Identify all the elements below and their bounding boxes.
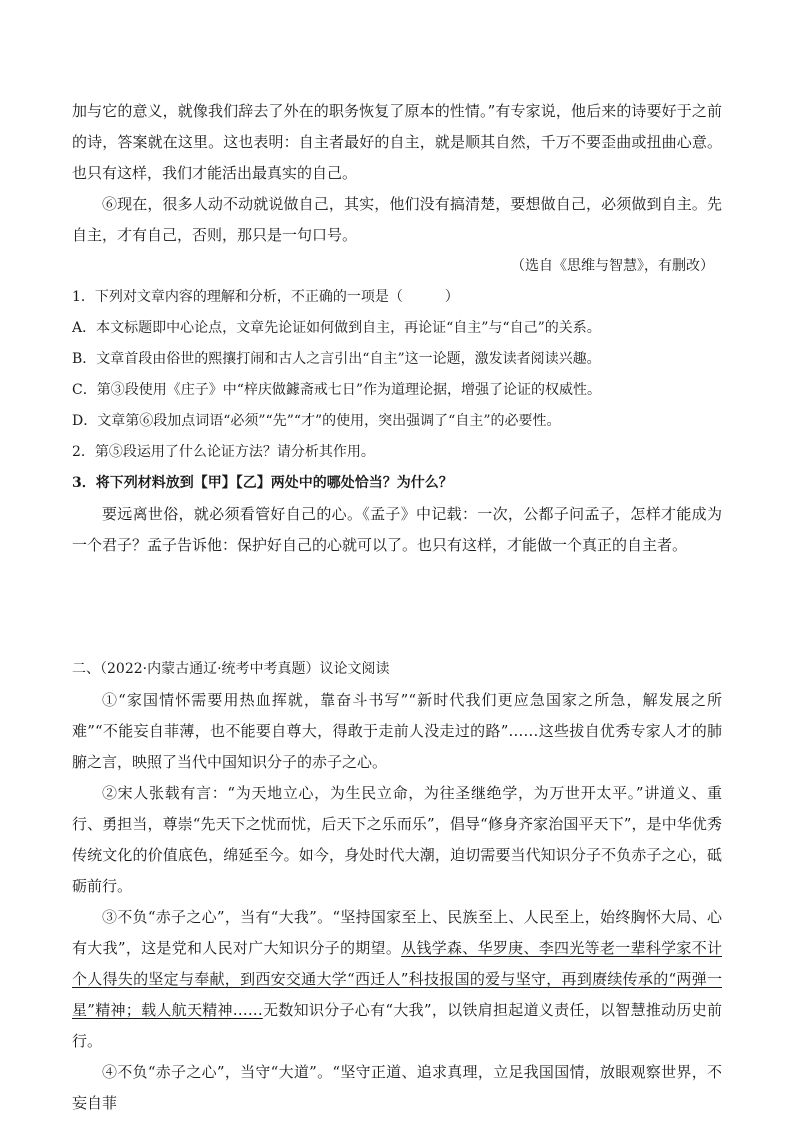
section-gap	[72, 561, 722, 654]
paragraph-3-tail: 无数知识分子心有“大我”，以铁肩担起道义责任，以智慧推动历史前行。	[72, 1001, 722, 1050]
passage-source: （选自《思维与智慧》，有删改）	[511, 258, 714, 274]
question-1-option-d: D．文章第⑥段加点词语“必须”“先”“才”的使用，突出强调了“自主”的必要性。	[72, 413, 561, 429]
section-2-title: 二、（2022·内蒙古通辽·统考中考真题）议论文阅读	[72, 661, 390, 677]
paragraph-3-underlined: 从钱学森、华罗庚、李四光等老一辈科学家不计个人得失的坚定与奉献，到西安交通大学“西迁人”科技报国的爱与坚守，再到赓续传承的“两弹一星”精神；载人航天精神……	[72, 939, 722, 1019]
section-2-paragraph-1: ①“家国情怀需要用热血挥就，靠奋斗书写”“新时代我们更应急国家之所急，解发展之所难”“不能妄自菲薄，也不能要自尊大，得敢于走前人没走过的路”……这些拔自优秀专家人才的肺腑之言，映照了当代中国知识分子的赤子之心。	[72, 691, 722, 771]
question-2: 2．第⑤段运用了什么论证方法？请分析其作用。	[72, 444, 375, 460]
paragraph-3-lead: ③不负“赤子之心”，当有“大我”。“坚持国家至上、民族至上、人民至上，始终胸怀大局、心有大我”，这是党和人民对广大知识分子的期望。	[72, 908, 722, 957]
section-2-paragraph-2: ②宋人张载有言：“为天地立心，为生民立命，为往圣继绝学，为万世开太平。”讲道义、重行、勇担当，尊崇“先天下之忧而忧，后天下之乐而乐”，倡导“修身齐家治国平天下”，是中华优秀传统文化的价值底色，绵延至今。如今，身处时代大潮，迫切需要当代知识分子不负赤子之心，砥砺前行。	[72, 784, 722, 895]
question-1-option-b: B．文章首段由俗世的熙攘打闹和古人之言引出“自主”这一论题，激发读者阅读兴趣。	[72, 351, 601, 367]
section-2-paragraph-4: ④不负“赤子之心”，当守“大道”。“坚守正道、追求真理，立足我国国情，放眼观察世界，不妄自菲	[72, 1063, 722, 1112]
question-1-option-c: C．第③段使用《庄子》中“梓庆做鐻斋戒七日”作为道理论据，增强了论证的权威性。	[72, 382, 602, 398]
passage-paragraph-6: ⑥现在，很多人动不动就说做自己，其实，他们没有搞清楚，要想做自己，必须做到自主。先自主，才有自己，否则，那只是一句口号。	[72, 195, 722, 244]
document-page	[72, 96, 722, 1119]
question-1: 1．下列对文章内容的理解和分析，不正确的一项是（ ）	[72, 289, 459, 305]
question-1-option-a: A．本文标题即中心论点，文章先论证如何做到自主，再论证“自主”与“自己”的关系。	[72, 320, 601, 336]
question-3-material: 要远离世俗，就必须看管好自己的心。《孟子》中记载：一次，公都子问孟子，怎样才能成为一个君子？孟子告诉他：保护好自己的心就可以了。也只有这样，才能做一个真正的自主者。	[72, 505, 722, 554]
section-2-paragraph-3	[72, 902, 722, 1057]
passage-paragraph-5-end: 加与它的意义，就像我们辞去了外在的职务恢复了原本的性情。”有专家说，他后来的诗要好于之前的诗，答案就在这里。这也表明：自主者最好的自主，就是顺其自然，千万不要歪曲或扭曲心意。也只有这样，我们才能活出最真实的自己。	[72, 102, 722, 182]
question-3: 3．将下列材料放到【甲】【乙】两处中的哪处恰当？为什么？	[72, 475, 453, 491]
